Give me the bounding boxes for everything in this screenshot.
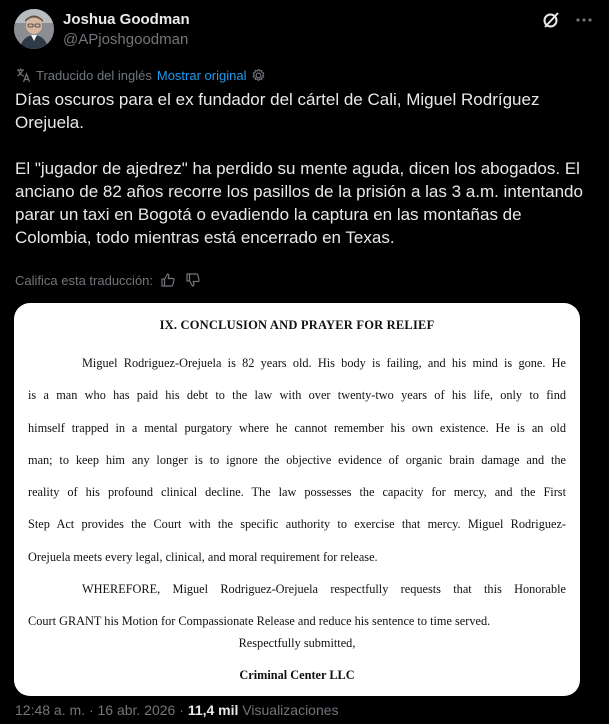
document-line: Court GRANT his Motion for Compassionate Release and reduce his sentence to time served. [28,614,491,629]
document-line: WHEREFORE, Miguel Rodriguez-Orejuela respectfully requests that this Honorable [82,582,566,597]
translated-label: Traducido del inglés [36,67,152,83]
avatar[interactable] [14,9,54,49]
separator: · [179,702,184,718]
tweet-footer [15,702,339,718]
document-title: IX. CONCLUSION AND PRAYER FOR RELIEF [159,318,435,332]
document-closing: Respectfully submitted, [238,636,356,650]
user-handle[interactable]: @APjoshgoodman [63,31,189,48]
document-line: reality of his profound clinical decline. The law possesses the capacity for mercy, and the First [28,485,566,500]
document-line: Miguel Rodriguez-Orejuela is 82 years old. His body is failing, and his mind is gone. He [82,356,566,370]
thumbs-up-icon[interactable] [160,272,176,288]
gear-icon[interactable] [251,68,266,83]
separator: · [88,702,94,718]
display-name[interactable]: Joshua Goodman [63,11,190,28]
tweet-paragraph: Días oscuros para el ex fundador del cártel de Cali, Miguel Rodríguez Orejuela. [15,90,540,132]
translation-bar [15,66,266,84]
document-line: Orejuela meets every legal, clinical, and moral requirement for release. [28,549,378,564]
tweet-header [14,9,597,51]
more-icon[interactable] [573,9,595,31]
document-line: Step Act provides the Court with the specific authority to exercise that mercy. Miguel Rodriguez- [28,517,566,532]
tweet-paragraph: El "jugador de ajedrez" ha perdido su mente aguda, dicen los abogados. El anciano de 82 años recorre los pasillos de la prisión a las 3 a.m. intentando parar un taxi en Bogotá o evadiendo la captura en las montañas de Colombia, todo mientras está encerrado en Texas. [15,159,583,247]
document-body [28,347,566,638]
grok-icon[interactable] [541,10,561,30]
document-signature: Criminal Center LLC [239,668,355,682]
translate-icon [15,67,31,83]
tweet-date[interactable]: 16 abr. 2026 [97,702,176,718]
document-line: is a man who has paid his debt to the law with over twenty-two years of his life, only to find [28,388,566,403]
views-count: 11,4 mil [187,702,239,718]
views-label: Visualizaciones [242,702,339,718]
document-line: himself trapped in a mental purgatory where he cannot remember his own existence. He is an old [28,420,566,435]
thumbs-down-icon[interactable] [185,272,201,288]
document-line: man; to keep him any longer is to ignore the objective evidence of organic brain damage and the [28,452,566,467]
tweet-time[interactable]: 12:48 a. m. [15,702,86,718]
rate-translation [15,271,201,289]
user-info [63,11,190,49]
rate-label: Califica esta traducción: [15,272,154,288]
document-image[interactable] [14,303,580,696]
tweet-text [15,88,595,249]
show-original-link[interactable]: Mostrar original [156,67,247,83]
